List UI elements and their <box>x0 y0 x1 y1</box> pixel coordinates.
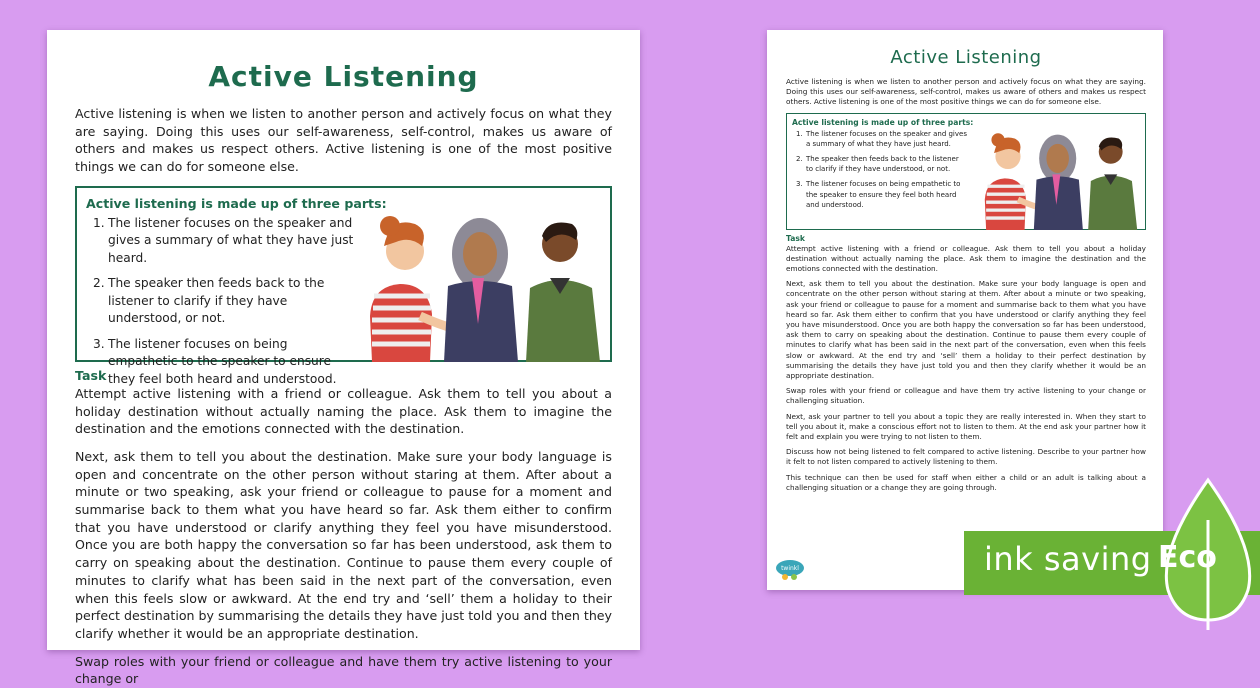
parts-heading: Active listening is made up of three parts: <box>86 195 387 211</box>
task-heading: Task <box>786 233 805 243</box>
body-paragraph: Next, ask your partner to tell you about a topic they are really interested in. When they start to tell you about it, make a conscious effort not to listen to them. At the end ask your partner how it felt and explain you were trying to not listen to them. <box>786 411 1146 442</box>
list-item <box>792 154 967 175</box>
list-item <box>86 336 356 389</box>
parts-heading: Active listening is made up of three parts: <box>792 117 974 127</box>
logo-text: twinkl <box>781 565 799 572</box>
list-text: The speaker then feeds back to the listener to clarify if they have understood, or not. <box>806 154 959 174</box>
list-number: 1. <box>796 129 803 138</box>
body-paragraph: Swap roles with your friend or colleague and have them try active listening to your change or challenging situation. <box>786 386 1146 406</box>
body-paragraph: Next, ask them to tell you about the destination. Make sure your body language is open and concentrate on the other person without staring at them. After about a minute or two speaking, ask your friend or colleague to pause for a moment and summarise back to them what you have heard so far. Ask them either to confirm that you have understood or clarify anything they feel you have misunderstood. Once you are both happy the conversation so far has been understood, ask them to carry on speaking about the destination. Continue to pause them every couple of minutes to clarify what has been said in the next part of the conversation, even when this feels slow or awkward. At the end try and ‘sell’ them a holiday to their perfect destination by summarising the details they have just told you and then they clarify whether it would be an appropriate destination. <box>75 448 612 641</box>
eco-label: Eco <box>1158 540 1217 575</box>
ink-saving-label: ink saving <box>984 540 1152 578</box>
document-page-large <box>47 30 640 687</box>
list-number: 3. <box>93 336 105 351</box>
people-illustration <box>977 120 1145 230</box>
page-title: Active Listening <box>208 60 479 93</box>
list-item <box>792 179 967 211</box>
list-item <box>86 275 356 328</box>
intro-paragraph: Active listening is when we listen to another person and actively focus on what they are saying. Doing this uses our self-awareness, self-control, makes us aware of others and makes us respect others. Active listening is one of the most positive things we can do for someone else. <box>786 77 1146 107</box>
list-number: 1. <box>93 215 105 230</box>
list-number: 3. <box>796 179 803 188</box>
intro-paragraph: Active listening is when we listen to another person and actively focus on what they are saying. Doing this uses our self-awareness, self-control, makes us aware of others and makes us respect others. Active listening is one of the most positive things we can do for someone else. <box>75 106 612 175</box>
people-illustration <box>360 196 610 362</box>
ink-saving-badge <box>964 520 1260 630</box>
list-text: The listener focuses on being empathetic to the speaker to ensure they feel both heard and understood. <box>108 336 337 386</box>
task-paragraph: Attempt active listening with a friend or colleague. Ask them to tell you about a holiday destination without actually naming the place. Ask them to imagine the destination and the emotions connected with the destination. <box>786 243 1146 274</box>
page-title: Active Listening <box>890 47 1042 68</box>
task-paragraph: Attempt active listening with a friend or colleague. Ask them to tell you about a holiday destination without actually naming the place. Ask them to imagine the destination and the emotions connected with the destination. <box>75 385 612 437</box>
list-number: 2. <box>93 276 105 291</box>
list-text: The listener focuses on the speaker and gives a summary of what they have just heard. <box>108 215 354 265</box>
body-paragraph: Next, ask them to tell you about the destination. Make sure your body language is open and concentrate on the other person without staring at them. After about a minute or two speaking, ask your friend or colleague to pause for a moment and summarise back to them what you have heard so far. Ask them either to confirm that you have understood or clarify anything they feel you have misunderstood. Once you are both happy the conversation so far has been understood, ask them to carry on speaking about the destination. Continue to pause them every couple of minutes to clarify what has been said in the next part of the conversation, even when this feels slow or awkward. At the end try and ‘sell’ them a holiday to their perfect destination by summarising the details they have just told you and then they clarify whether it would be an appropriate destination. <box>786 279 1146 381</box>
list-item <box>86 215 356 268</box>
body-paragraph-partial: Swap roles with your friend or colleague and have them try active listening to your change or <box>75 653 612 687</box>
list-item <box>792 129 967 150</box>
list-number: 2. <box>796 154 803 163</box>
body-paragraph: This technique can then be used for staff when either a child or an adult is talking about a challenging situation or a change they are going through. <box>786 472 1146 492</box>
twinkl-logo <box>775 558 805 582</box>
document-page-small <box>767 30 1163 590</box>
parts-box <box>786 113 1146 230</box>
list-text: The listener focuses on the speaker and gives a summary of what they have just heard. <box>806 129 967 149</box>
list-text: The speaker then feeds back to the listener to clarify if they have understood, or not. <box>108 276 325 326</box>
list-text: The listener focuses on being empathetic to the speaker to ensure they feel both heard and understood. <box>806 179 961 210</box>
body-paragraph: Discuss how not being listened to felt compared to active listening. Describe to your partner how it felt to not listen compared to actively listening to them. <box>786 447 1146 467</box>
task-heading: Task <box>75 367 107 383</box>
